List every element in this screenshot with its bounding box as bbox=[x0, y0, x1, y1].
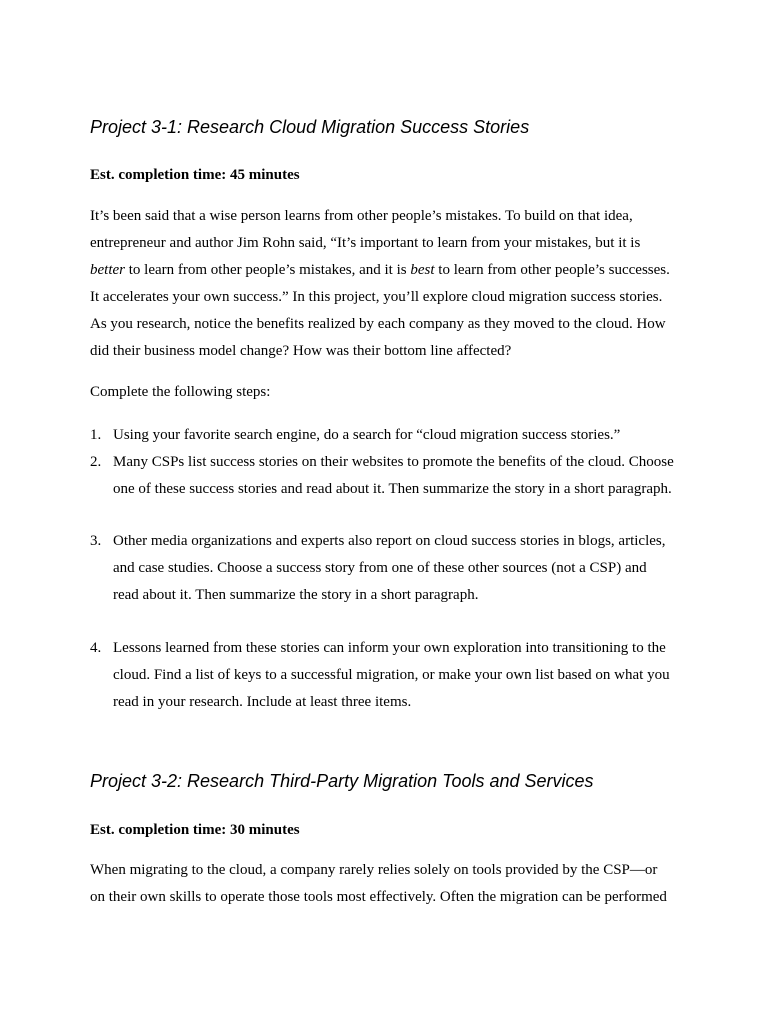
step-line: Other media organizations and experts also report on cloud success stories in blogs, articles, bbox=[113, 533, 666, 549]
intro-line: entrepreneur and author Jim Rohn said, “It’s important to learn from your mistakes, but it is bbox=[90, 235, 641, 251]
step-line: read about it. Then summarize the story in a short paragraph. bbox=[113, 587, 479, 603]
step-line: and case studies. Choose a success story from one of these other sources (not a CSP) and bbox=[113, 560, 647, 576]
intro-line: As you research, notice the benefits realized by each company as they moved to the cloud. How bbox=[90, 316, 666, 332]
project-3-2-completion-time: Est. completion time: 30 minutes bbox=[90, 822, 300, 838]
project-3-1-completion-time: Est. completion time: 45 minutes bbox=[90, 167, 300, 183]
step-number: 3. bbox=[90, 533, 102, 549]
project-3-2-intro-paragraph bbox=[90, 857, 690, 911]
project-3-1-intro-paragraph bbox=[90, 203, 690, 365]
step-line: Lessons learned from these stories can inform your own exploration into transitioning to the bbox=[113, 640, 666, 656]
emphasis-better: better bbox=[90, 262, 125, 278]
intro-line: It’s been said that a wise person learns from other people’s mistakes. To build on that idea, bbox=[90, 208, 633, 224]
step-line: Using your favorite search engine, do a search for “cloud migration success stories.” bbox=[113, 427, 621, 443]
step-number: 4. bbox=[90, 640, 102, 656]
step-line: Many CSPs list success stories on their websites to promote the benefits of the cloud. Choose bbox=[113, 454, 674, 470]
project-3-1-title: Project 3-1: Research Cloud Migration Success Stories bbox=[90, 117, 530, 137]
intro-line: When migrating to the cloud, a company rarely relies solely on tools provided by the CSP—or bbox=[90, 862, 658, 878]
intro-line: It accelerates your own success.” In this project, you’ll explore cloud migration success stories. bbox=[90, 289, 663, 305]
steps-intro: Complete the following steps: bbox=[90, 384, 271, 400]
step-text bbox=[113, 635, 693, 716]
emphasis-best: best bbox=[410, 262, 435, 278]
step-text bbox=[113, 449, 693, 503]
project-3-2-title: Project 3-2: Research Third-Party Migration Tools and Services bbox=[90, 771, 594, 791]
step-text bbox=[113, 422, 693, 449]
step-number: 1. bbox=[90, 427, 102, 443]
intro-line-fragment: to learn from other people’s mistakes, and it is bbox=[125, 262, 411, 278]
step-line: read in your research. Include at least three items. bbox=[113, 694, 412, 710]
intro-line-fragment: to learn from other people’s successes. bbox=[434, 262, 670, 278]
step-line: one of these success stories and read about it. Then summarize the story in a short paragraph. bbox=[113, 481, 672, 497]
intro-line: did their business model change? How was their bottom line affected? bbox=[90, 343, 512, 359]
step-number: 2. bbox=[90, 454, 102, 470]
step-line: cloud. Find a list of keys to a successful migration, or make your own list based on what you bbox=[113, 667, 670, 683]
intro-line bbox=[90, 257, 690, 284]
intro-line: on their own skills to operate those tools most effectively. Often the migration can be performed bbox=[90, 889, 667, 905]
step-text bbox=[113, 528, 693, 609]
